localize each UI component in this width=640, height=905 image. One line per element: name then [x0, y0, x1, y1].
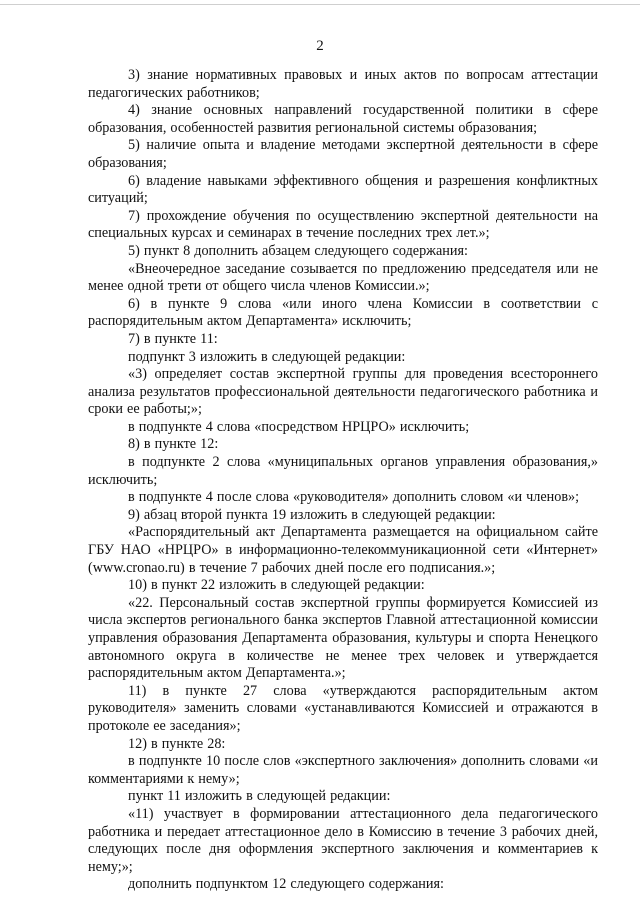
paragraph: пункт 11 изложить в следующей редакции: — [128, 788, 391, 805]
paragraph: 4) знание основных направлений государственной политики в сфере образования, особенностей развития региональной системы образования; — [88, 102, 598, 136]
paragraph: 11) в пункте 27 слова «утверждаются распорядительным актом руководителя» заменить словами «устанавливаются Комиссией и отражаются в протоколе ее заседания»; — [88, 682, 598, 734]
scan-top-edge — [0, 4, 640, 5]
paragraph: 7) в пункте 11: — [128, 330, 218, 347]
paragraph: в подпункте 4 после слова «руководителя» дополнить словом «и членов»; — [128, 489, 580, 506]
paragraph: 10) в пункт 22 изложить в следующей редакции: — [128, 577, 425, 594]
paragraph: «11) участвует в формировании аттестационного дела педагогического работника и передает аттестационное дело в Комиссию в течение 3 рабочих дней, следующих после дня оформления экспертного заключения и комментариев к нему;»; — [88, 805, 598, 875]
page-number: 2 — [316, 38, 324, 54]
paragraph: 3) знание нормативных правовых и иных актов по вопросам аттестации педагогических работников; — [88, 67, 598, 101]
paragraph: 12) в пункте 28: — [128, 735, 226, 752]
paragraph: в подпункте 10 после слов «экспертного заключения» дополнить словами «и комментариями к нему»; — [88, 753, 598, 787]
paragraph: 7) прохождение обучения по осуществлению экспертной деятельности на специальных курсах и семинарах в течение последних трех лет.»; — [88, 207, 598, 242]
paragraph: «22. Персональный состав экспертной группы формируется Комиссией из числа экспертов регионального банка экспертов Главной аттестационной комиссии управления образования Департамента образования, культуры и спорта Ненецкого автономного округа в количестве не менее трех человек и утверждается распорядительным актом Департамента.»; — [88, 594, 598, 682]
paragraph: «Распорядительный акт Департамента размещается на официальном сайте ГБУ НАО «НРЦРО» в информационно-телекоммуникационной сети «Интернет» (www.cronao.ru) в течение 7 рабочих дней после его подписания.»; — [88, 524, 598, 576]
paragraph: 5) наличие опыта и владение методами экспертной деятельности в сфере образования; — [88, 137, 598, 171]
paragraph: 9) абзац второй пункта 19 изложить в следующей редакции: — [128, 506, 496, 523]
paragraph: 8) в пункте 12: — [128, 436, 219, 453]
paragraph: подпункт 3 изложить в следующей редакции: — [128, 348, 406, 365]
paragraph: дополнить подпунктом 12 следующего содержания: — [128, 876, 444, 893]
paragraph: «Внеочередное заседание созывается по предложению председателя или не менее одной трети от общего числа членов Комиссии.»; — [88, 260, 598, 295]
paragraph: «3) определяет состав экспертной группы для проведения всестороннего анализа результатов профессиональной деятельности педагогического работника и сроки ее работы;»; — [88, 366, 598, 418]
paragraph: 5) пункт 8 дополнить абзацем следующего содержания: — [128, 242, 468, 259]
paragraph: в подпункте 4 слова «посредством НРЦРО» исключить; — [128, 418, 470, 435]
document-body — [88, 67, 598, 894]
paragraph: в подпункте 2 слова «муниципальных органов управления образования,» исключить; — [88, 454, 598, 488]
paragraph: 6) в пункте 9 слова «или иного члена Комиссии в соответствии с распорядительным актом Департамента» исключить; — [88, 295, 598, 330]
paragraph: 6) владение навыками эффективного общения и разрешения конфликтных ситуаций; — [88, 172, 598, 207]
